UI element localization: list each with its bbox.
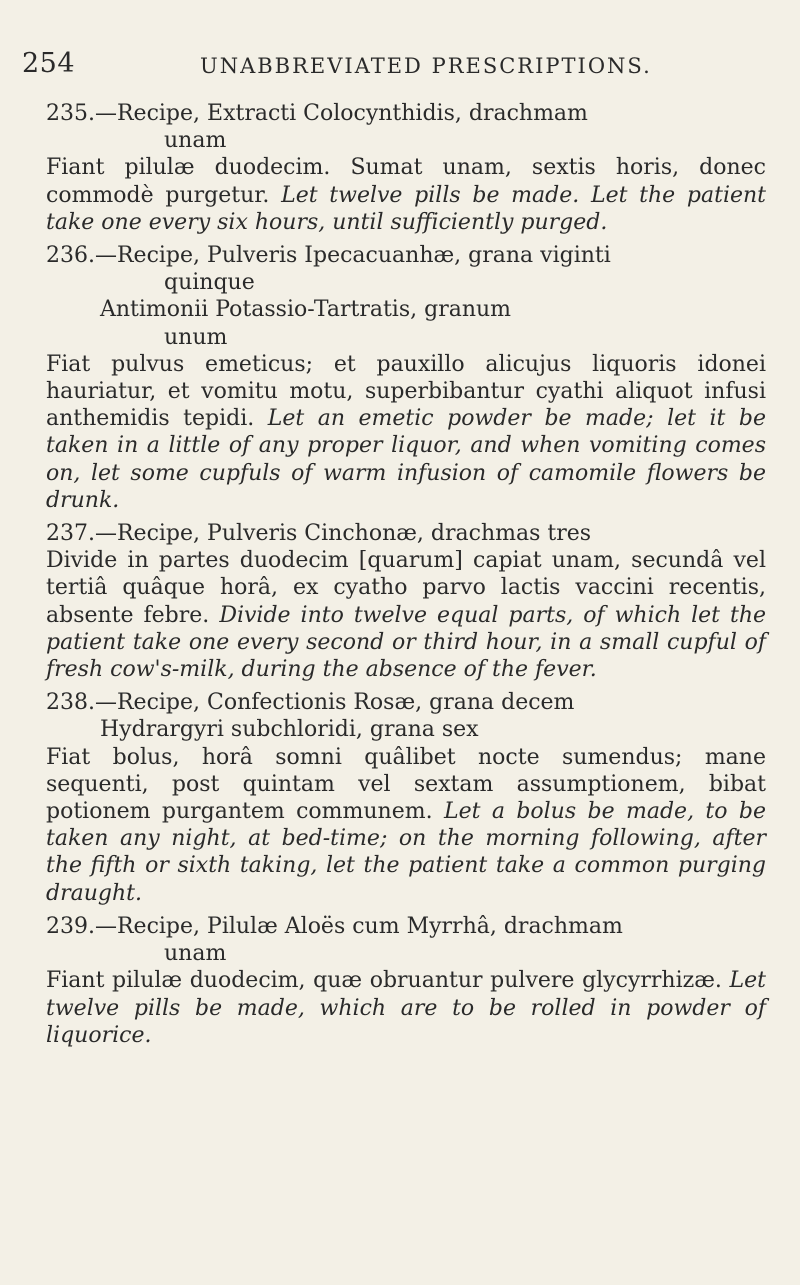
english-translation: Divide into twelve equal parts, of which let the patient take one every second or third hour, in a small cupful of fresh cow's-milk, during the absence of the fever. bbox=[46, 602, 767, 683]
english-translation: Let a bolus be made, to be taken any night, at bed-time; on the morning following, after the fifth or sixth taking, let the patient take a common purging draught. bbox=[46, 799, 766, 906]
page-header bbox=[22, 44, 762, 84]
english-translation: Let twelve pills be made, which are to be rolled in powder of liquorice. bbox=[46, 968, 766, 1048]
latin-directions: Divide in partes duodecim [quarum] capiat unam, secundâ vel tertiâ quâque horâ, ex cyatho parvo lactis vaccini recentis, absente febre. bbox=[46, 548, 766, 628]
ingredient-line: unum bbox=[164, 324, 228, 350]
english-translation: Let twelve pills be made. Let the patient take one every six hours, until sufficiently purged. bbox=[46, 182, 767, 235]
prescription-entry bbox=[46, 683, 766, 907]
directions-paragraph bbox=[46, 351, 766, 514]
recipe-line: 237.—Recipe, Pulveris Cinchonæ, drachmas tres bbox=[46, 521, 592, 547]
recipe-line: 238.—Recipe, Confectionis Rosæ, grana decem bbox=[46, 690, 575, 716]
directions-paragraph bbox=[46, 744, 766, 907]
ingredient-line: Hydrargyri subchloridi, grana sex bbox=[100, 717, 479, 743]
directions-paragraph bbox=[46, 154, 766, 236]
ingredient-line: quinque bbox=[164, 270, 255, 296]
directions-paragraph bbox=[46, 547, 766, 683]
prescription-entry bbox=[46, 907, 766, 1049]
latin-directions: Fiat pulvus emeticus; et pauxillo alicujus liquoris idonei hauriatur, et vomitu motu, superbibantur cyathi aliquot infusi anthemidis tepidi. bbox=[46, 351, 766, 432]
prescription-entry bbox=[46, 514, 766, 683]
ingredient-line: Antimonii Potassio-Tartratis, granum bbox=[100, 297, 512, 323]
prescription-list bbox=[46, 100, 766, 1049]
recipe-line: 236.—Recipe, Pulveris Ipecacuanhæ, grana viginti bbox=[46, 243, 611, 269]
latin-directions: Fiant pilulæ duodecim, quæ obruantur pulvere glycyrrhizæ. bbox=[46, 968, 722, 994]
prescription-entry bbox=[46, 100, 766, 236]
recipe-line: 239.—Recipe, Pilulæ Aloës cum Myrrhâ, drachmam bbox=[46, 913, 623, 939]
ingredient-line: unam bbox=[164, 128, 227, 154]
recipe-line: 235.—Recipe, Extracti Colocynthidis, drachmam bbox=[46, 101, 588, 126]
directions-paragraph bbox=[46, 967, 766, 1049]
latin-directions: Fiat bolus, horâ somni quâlibet nocte sumendus; mane sequenti, post quintam vel sextam assumptionem, bibat potionem purgantem communem. bbox=[46, 744, 766, 825]
running-head: UNABBREVIATED PRESCRIPTIONS. bbox=[200, 54, 652, 78]
english-translation: Let an emetic powder be made; let it be taken in a little of any proper liquor, and when vomiting comes on, let some cupfuls of warm infusion of camomile flowers be drunk. bbox=[46, 406, 766, 513]
prescription-entry bbox=[46, 236, 766, 514]
page-number: 254 bbox=[22, 48, 76, 79]
latin-directions: Fiant pilulæ duodecim. Sumat unam, sextis horis, donec commodè purgetur. bbox=[46, 155, 766, 208]
ingredient-line: unam bbox=[164, 941, 227, 967]
